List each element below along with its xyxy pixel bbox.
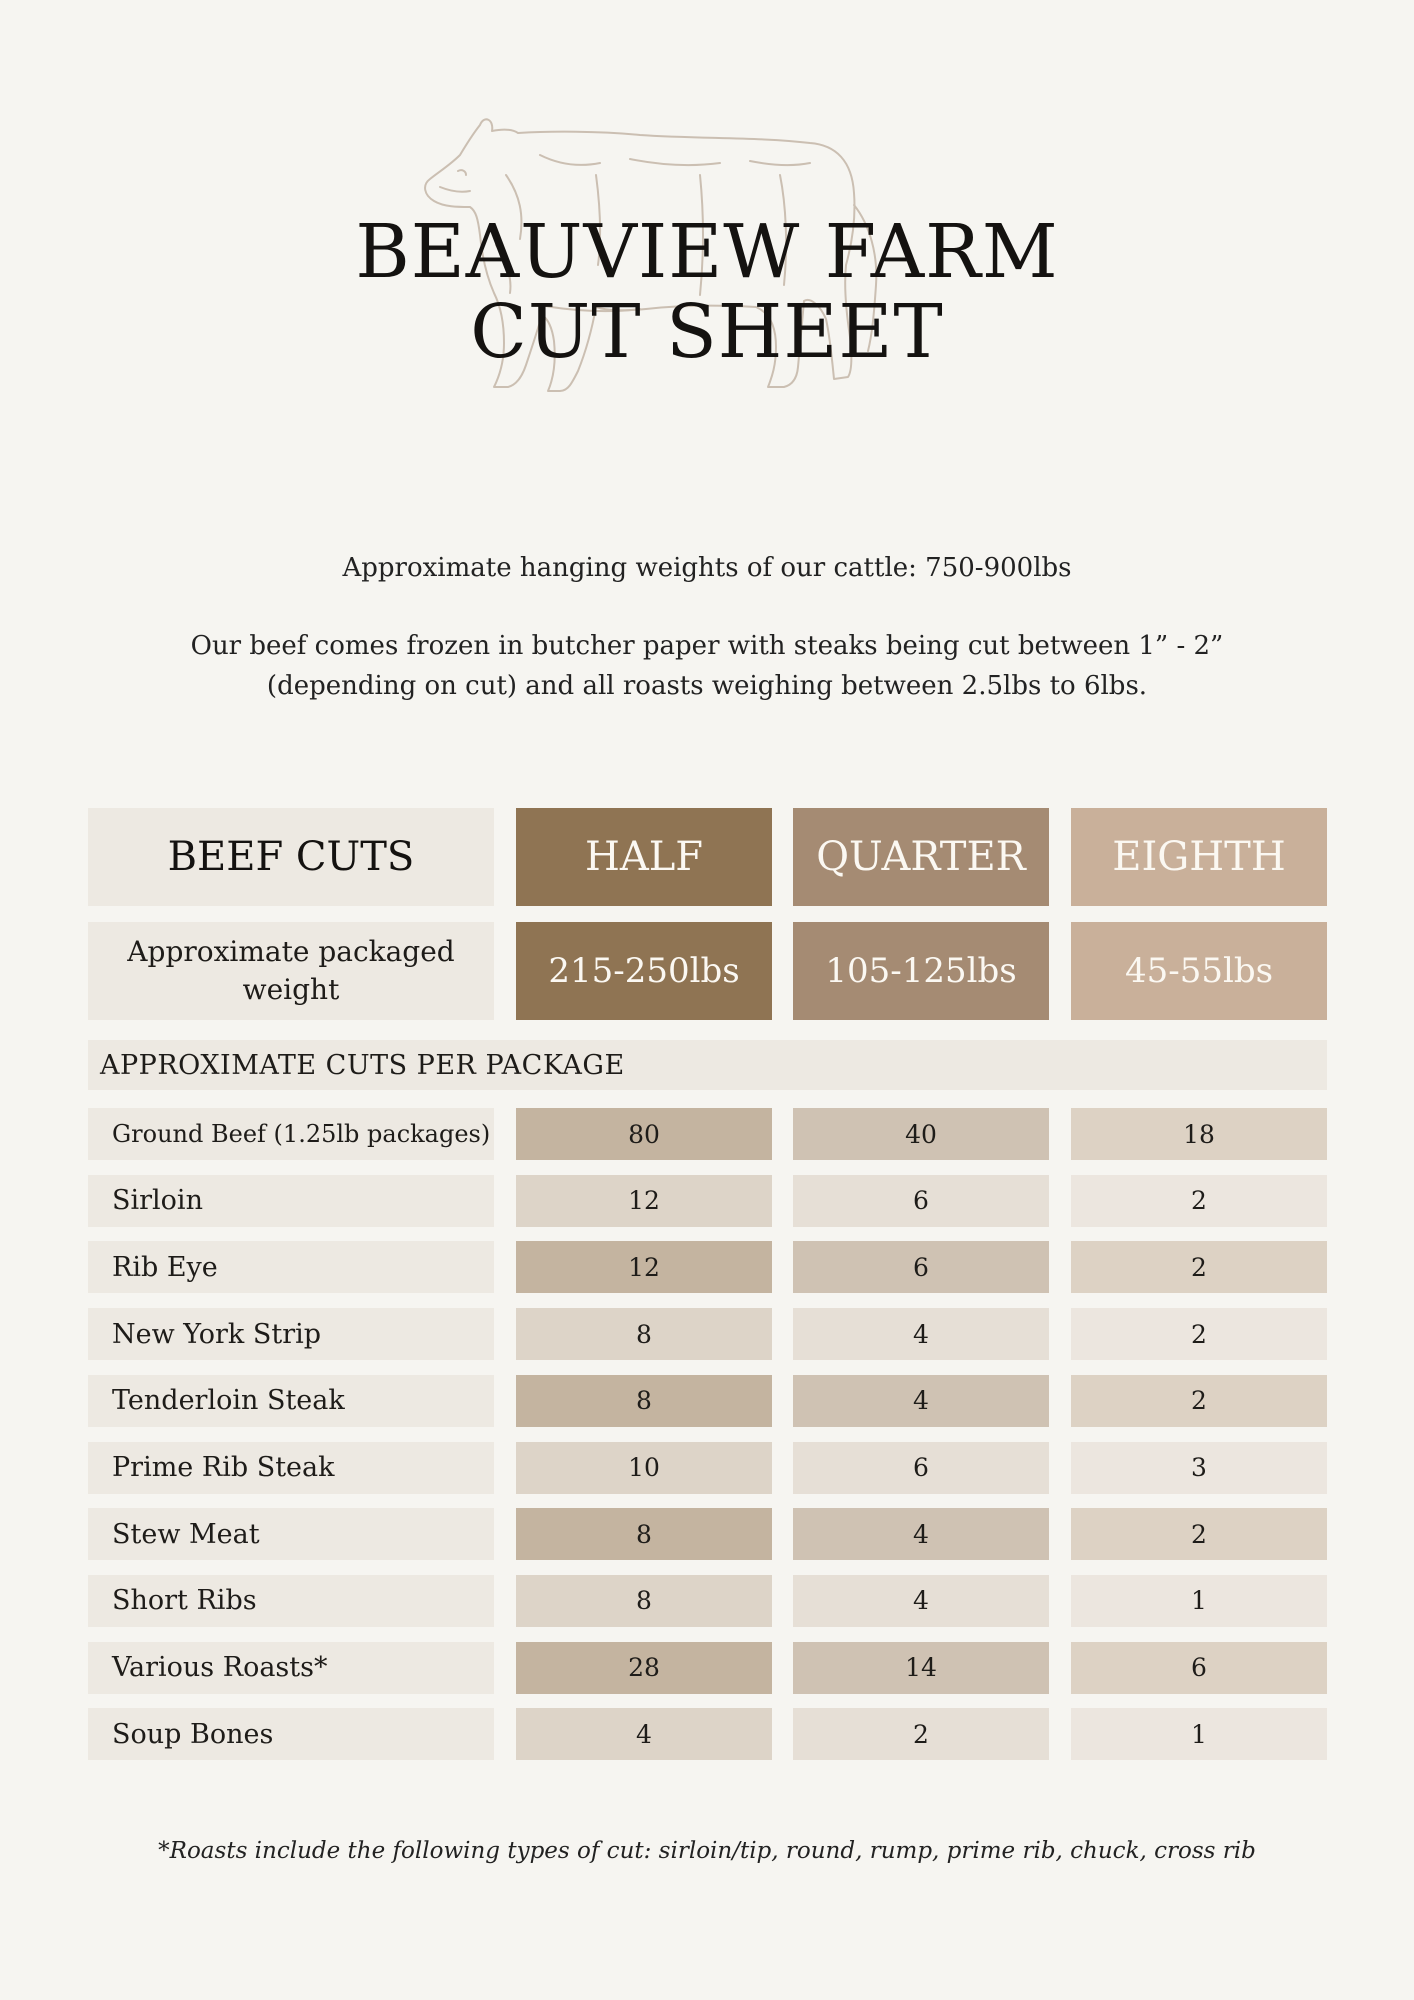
packaged-weight-label: Approximate packaged weight xyxy=(88,922,494,1020)
cut-name: Tenderloin Steak xyxy=(88,1375,494,1427)
half-count: 8 xyxy=(516,1575,772,1627)
eighth-count: 1 xyxy=(1071,1708,1327,1760)
half-count: 10 xyxy=(516,1442,772,1494)
hanging-weights-text: Approximate hanging weights of our cattle: 750-900lbs xyxy=(342,553,1072,583)
eighth-count: 2 xyxy=(1071,1175,1327,1227)
quarter-count: 2 xyxy=(793,1708,1049,1760)
eighth-count: 2 xyxy=(1071,1508,1327,1560)
eighth-count: 2 xyxy=(1071,1308,1327,1360)
half-weight: 215-250lbs xyxy=(516,922,772,1020)
cut-name: Stew Meat xyxy=(88,1508,494,1560)
packaging-line1: Our beef comes frozen in butcher paper with steaks being cut between 1” - 2” xyxy=(190,631,1224,661)
cut-name: Short Ribs xyxy=(88,1575,494,1627)
half-count: 8 xyxy=(516,1375,772,1427)
half-count: 12 xyxy=(516,1175,772,1227)
cut-name: Various Roasts* xyxy=(88,1642,494,1694)
half-count: 80 xyxy=(516,1108,772,1160)
section-header: APPROXIMATE CUTS PER PACKAGE xyxy=(88,1040,1327,1090)
header xyxy=(0,0,1414,500)
half-count: 8 xyxy=(516,1308,772,1360)
half-count: 4 xyxy=(516,1708,772,1760)
quarter-count: 40 xyxy=(793,1108,1049,1160)
half-count: 8 xyxy=(516,1508,772,1560)
quarter-count: 4 xyxy=(793,1308,1049,1360)
quarter-count: 6 xyxy=(793,1442,1049,1494)
eighth-count: 2 xyxy=(1071,1241,1327,1293)
page-title-line2: CUT SHEET xyxy=(470,289,944,375)
cut-name: Ground Beef (1.25lb packages) xyxy=(88,1108,494,1160)
quarter-column-header: QUARTER xyxy=(793,808,1049,906)
eighth-count: 2 xyxy=(1071,1375,1327,1427)
half-count: 12 xyxy=(516,1241,772,1293)
cut-name: Rib Eye xyxy=(88,1241,494,1293)
cut-name: Prime Rib Steak xyxy=(88,1442,494,1494)
quarter-count: 4 xyxy=(793,1375,1049,1427)
cut-name: Sirloin xyxy=(88,1175,494,1227)
quarter-count: 6 xyxy=(793,1241,1049,1293)
half-column-header: HALF xyxy=(516,808,772,906)
eighth-count: 1 xyxy=(1071,1575,1327,1627)
cut-name: New York Strip xyxy=(88,1308,494,1360)
beef-cuts-header: BEEF CUTS xyxy=(88,808,494,906)
half-count: 28 xyxy=(516,1642,772,1694)
page-title-line1: BEAUVIEW FARM xyxy=(355,209,1059,295)
eighth-count: 3 xyxy=(1071,1442,1327,1494)
eighth-count: 6 xyxy=(1071,1642,1327,1694)
roasts-footnote: *Roasts include the following types of cut: sirloin/tip, round, rump, prime rib, chuck, cross rib xyxy=(158,1838,1256,1864)
quarter-count: 4 xyxy=(793,1575,1049,1627)
eighth-count: 18 xyxy=(1071,1108,1327,1160)
quarter-count: 14 xyxy=(793,1642,1049,1694)
quarter-count: 6 xyxy=(793,1175,1049,1227)
cut-name: Soup Bones xyxy=(88,1708,494,1760)
quarter-count: 4 xyxy=(793,1508,1049,1560)
packaging-line2: (depending on cut) and all roasts weighing between 2.5lbs to 6lbs. xyxy=(266,671,1148,701)
eighth-column-header: EIGHTH xyxy=(1071,808,1327,906)
quarter-weight: 105-125lbs xyxy=(793,922,1049,1020)
packaging-description xyxy=(0,626,1414,706)
eighth-weight: 45-55lbs xyxy=(1071,922,1327,1020)
